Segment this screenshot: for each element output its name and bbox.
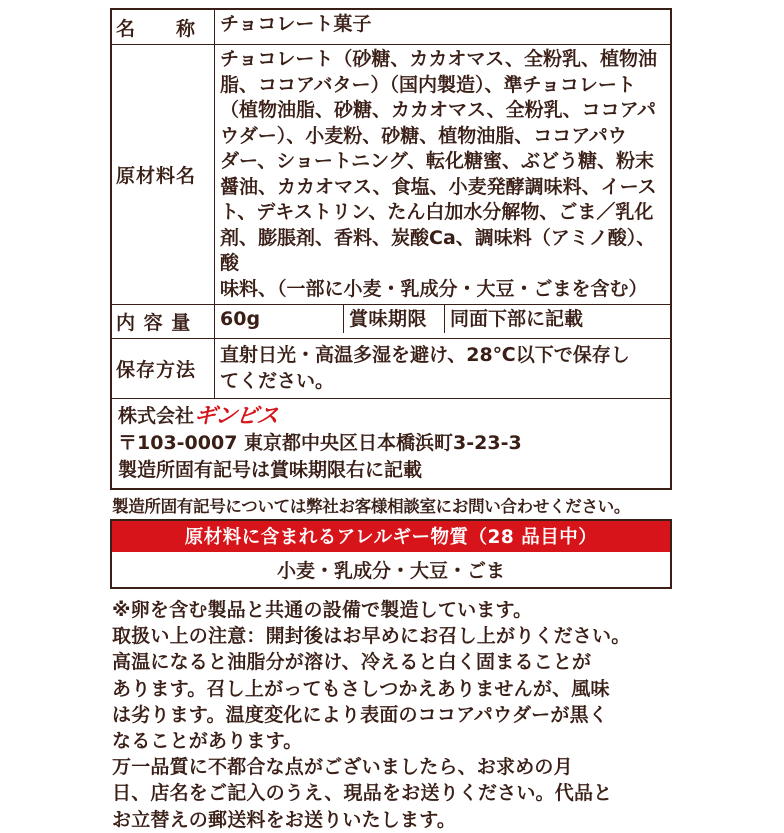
- note-line: は劣ります。温度変化により表面のココアパウダーが黒く: [112, 703, 608, 726]
- ingredients-line: チョコレート（砂糖、カカオマス、全粉乳、植物油: [220, 48, 658, 70]
- ingredients-line: 剤、膨脹剤、香料、炭酸Ca、調味料（アミノ酸）、酸: [220, 226, 656, 274]
- name-label: 名 称: [111, 9, 215, 45]
- bestbefore-value: 同面下部に記載: [444, 305, 670, 333]
- note-line: なることがあります。: [112, 730, 303, 753]
- maker-code-note: 製造所固有記号は賞味期限右に記載: [118, 459, 423, 481]
- row-storage: [111, 339, 671, 399]
- ingredients-line: ウダー）、小麦粉、砂糖、植物油脂、ココアパウ: [220, 124, 627, 147]
- allergy-box: [110, 519, 672, 589]
- allergy-items: 小麦・乳成分・大豆・ごま: [276, 560, 505, 582]
- ingredients-line: 味料、（一部に小麦・乳成分・大豆・ごまを含む）: [220, 277, 648, 300]
- notes: [112, 597, 672, 833]
- allergy-heading: 原材料に含まれるアレルギー物質（28 品目中）: [112, 521, 670, 552]
- note-line: 高温になると油脂分が溶け、冷えると白く固まることが: [112, 651, 592, 674]
- note-line: ※卵を含む製品と共通の設備で製造しています。: [112, 599, 533, 621]
- maker-address: 〒103-0007 東京都中央区日本橋浜町3-23-3: [118, 432, 522, 454]
- content-value: 60g: [220, 308, 261, 330]
- row-content: [111, 305, 671, 339]
- storage-value: [215, 339, 672, 399]
- brand-logo: ギンビス: [192, 404, 280, 429]
- storage-label: 保存方法: [111, 339, 215, 399]
- ingredients-value: [215, 45, 672, 305]
- factory-note: 製造所固有記号については弊社お客様相談室にお問い合わせください。: [112, 497, 631, 516]
- row-product-name: [111, 9, 671, 45]
- note-line: 万一品質に不都合な点がございましたら、お求めの月: [112, 756, 573, 779]
- content-label: 内 容 量: [111, 305, 215, 339]
- row-ingredients: [111, 45, 671, 305]
- food-label: [110, 8, 672, 833]
- ingredients-line: 醤油、カカオマス、食塩、小麦発酵調味料、イース: [220, 175, 657, 198]
- ingredients-line: （植物油脂、砂糖、カカオマス、全粉乳、ココアパ: [220, 99, 657, 121]
- note-line: 取扱い上の注意：開封後はお早めにお召し上がりください。: [112, 625, 631, 648]
- storage-line: 直射日光・高温多湿を避け、28℃以下で保存し: [220, 344, 630, 366]
- note-line: お立替えの郵送料をお送りいたします。: [112, 808, 457, 831]
- row-maker: [111, 399, 671, 490]
- storage-line: てください。: [220, 369, 335, 392]
- ingredients-line: ダー、ショートニング、転化糖蜜、ぶどう糖、粉末: [220, 150, 654, 172]
- name-value: チョコレート菓子: [215, 9, 672, 45]
- note-line: 日、店名をご記入のうえ、現品をお送りください。代品と: [112, 782, 613, 805]
- ingredients-line: ト、デキストリン、たん白加水分解物、ごま／乳化: [220, 201, 654, 223]
- maker-prefix: 株式会社: [118, 405, 195, 427]
- note-line: あります。召し上がってもさしつかえありませんが、風味: [112, 677, 610, 700]
- ingredients-line: 脂、ココアバター）（国内製造）、準チョコレート: [220, 73, 636, 96]
- bestbefore-label: 賞味期限: [343, 305, 444, 333]
- maker-info: [111, 399, 671, 490]
- ingredients-label: 原材料名: [111, 45, 215, 305]
- info-table: [110, 8, 672, 490]
